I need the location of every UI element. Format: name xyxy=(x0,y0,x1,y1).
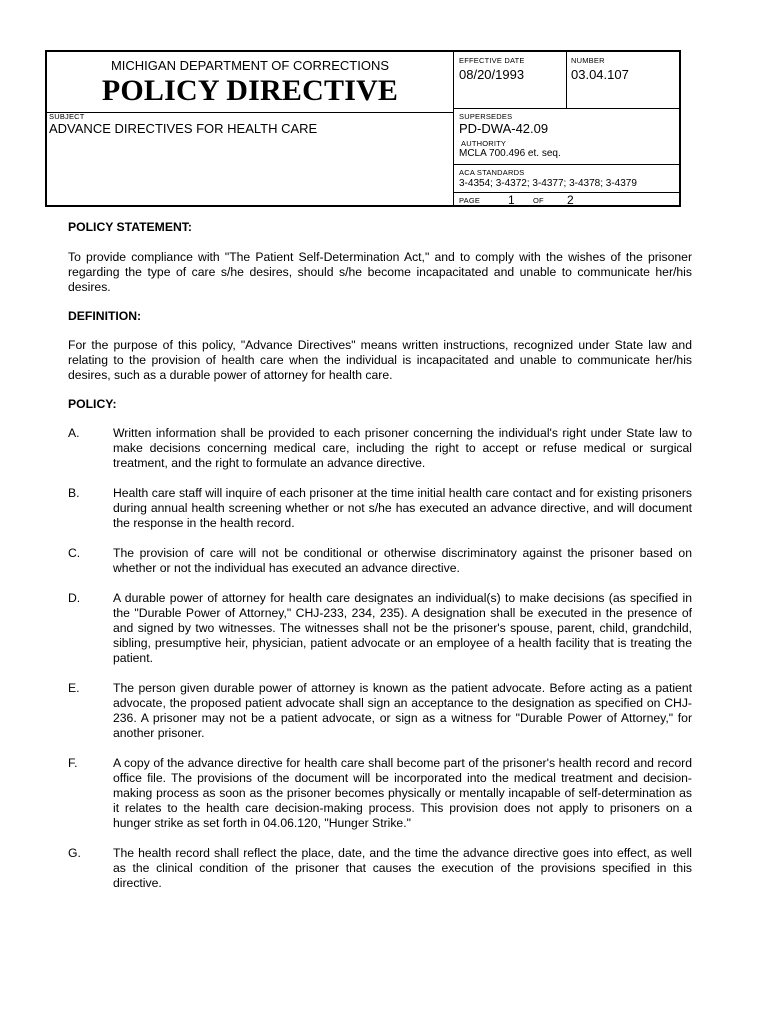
policy-item xyxy=(68,426,692,471)
policy-item-text: A copy of the advance directive for health care shall become part of the prisoner's health record and record office file. The provisions of the document will be incorporated into the medical treatment and decision-making process as soon as the prisoner becomes physically or mentally incapable of self-determination as it relates to the health care decision-making process. This provision does not apply to prisoners on a hunger strike as set forth in 04.06.120, "Hunger Strike." xyxy=(113,756,692,830)
effective-date-value: 08/20/1993 xyxy=(459,67,525,82)
authority-value: MCLA 700.496 et. seq. xyxy=(459,148,561,159)
definition-text: For the purpose of this policy, "Advance Directives" means written instructions, recognized under State law and relating to the provision of health care when the individual is incapacitated and unable to communicate her/his desires, such as a durable power of attorney for health care. xyxy=(68,338,692,382)
policy-item-letter: C. xyxy=(68,546,81,560)
policy-item-letter: B. xyxy=(68,486,80,500)
divider xyxy=(453,52,454,205)
policy-item xyxy=(68,591,692,666)
supersedes-label: SUPERSEDES xyxy=(459,112,513,121)
policy-item xyxy=(68,681,692,741)
document-type-title: POLICY DIRECTIVE xyxy=(101,74,399,107)
subject-value: ADVANCE DIRECTIVES FOR HEALTH CARE xyxy=(49,121,318,136)
policy-item xyxy=(68,756,692,831)
divider xyxy=(453,164,679,165)
of-label: OF xyxy=(533,196,544,205)
policy-item-text: A durable power of attorney for health care designates an individual(s) to make decisions (as specified in the "Durable Power of Attorney," CHJ-233, 234, 235). A designation shall be executed in the presence of and signed by two witnesses. The witnesses shall not be the prisoner's spouse, parent, child, grandchild, sibling, presumptive heir, physician, patient advocate or an employee of a health facility that is treating the patient. xyxy=(113,591,692,665)
total-pages: 2 xyxy=(567,193,574,207)
effective-date-label: EFFECTIVE DATE xyxy=(459,56,525,65)
number-label: NUMBER xyxy=(571,56,605,65)
policy-item-text: The person given durable power of attorney is known as the patient advocate. Before acting as a patient advocate, the proposed patient advocate shall sign an acceptance to the designation as specified on CHJ-236. A prisoner may not be a patient advocate, or sign as a witness for "Durable Power of Attorney," for another prisoner. xyxy=(113,681,692,740)
policy-item-letter: F. xyxy=(68,756,78,770)
policy-item-letter: A. xyxy=(68,426,80,440)
authority-label: AUTHORITY xyxy=(461,139,507,148)
aca-standards-label: ACA STANDARDS xyxy=(459,168,525,177)
policy-item-text: The provision of care will not be conditional or otherwise discriminatory against the prisoner based on whether or not the individual has executed an advance directive. xyxy=(113,546,692,575)
policy-heading: POLICY: xyxy=(68,397,117,411)
divider xyxy=(453,108,679,109)
policy-item-text: The health record shall reflect the place, date, and the time the advance directive goes into effect, as well as the clinical condition of the prisoner that causes the execution of the provisions specified in this directive. xyxy=(113,846,692,890)
page-number: 1 xyxy=(508,193,515,207)
policy-item-letter: E. xyxy=(68,681,80,695)
policy-header-box xyxy=(45,50,681,207)
policy-body xyxy=(68,220,692,891)
policy-item-letter: D. xyxy=(68,591,81,605)
policy-item xyxy=(68,846,692,891)
divider xyxy=(453,192,679,193)
aca-standards-value: 3-4354; 3-4372; 3-4377; 3-4378; 3-4379 xyxy=(459,178,637,189)
policy-statement-text: To provide compliance with "The Patient Self-Determination Act," and to comply with the wishes of the prisoner regarding the type of care s/he desires, should s/he become incapacitated and unable to communicate her/his desires. xyxy=(68,250,692,294)
policy-item-text: Written information shall be provided to each prisoner concerning the individual's right under State law to make decisions concerning medical care, including the right to accept or refuse medical or surgical treatment, and the right to formulate an advance directive. xyxy=(113,426,692,470)
supersedes-value: PD-DWA-42.09 xyxy=(459,121,549,136)
number-value: 03.04.107 xyxy=(571,67,629,82)
policy-item-letter: G. xyxy=(68,846,81,860)
policy-item-text: Health care staff will inquire of each prisoner at the time initial health care contact and for existing prisoners during annual health screening whether or not s/he has executed an advance directive, and will document the response in the health record. xyxy=(113,486,692,530)
page-label: PAGE xyxy=(459,196,481,205)
subject-label: SUBJECT xyxy=(49,112,85,121)
divider xyxy=(566,52,567,108)
definition-heading: DEFINITION: xyxy=(68,309,142,323)
policy-item xyxy=(68,486,692,531)
department-name: MICHIGAN DEPARTMENT OF CORRECTIONS xyxy=(110,58,390,73)
divider xyxy=(47,112,453,113)
policy-item xyxy=(68,546,692,576)
policy-items-list xyxy=(68,426,692,891)
policy-statement-heading: POLICY STATEMENT: xyxy=(68,220,192,234)
